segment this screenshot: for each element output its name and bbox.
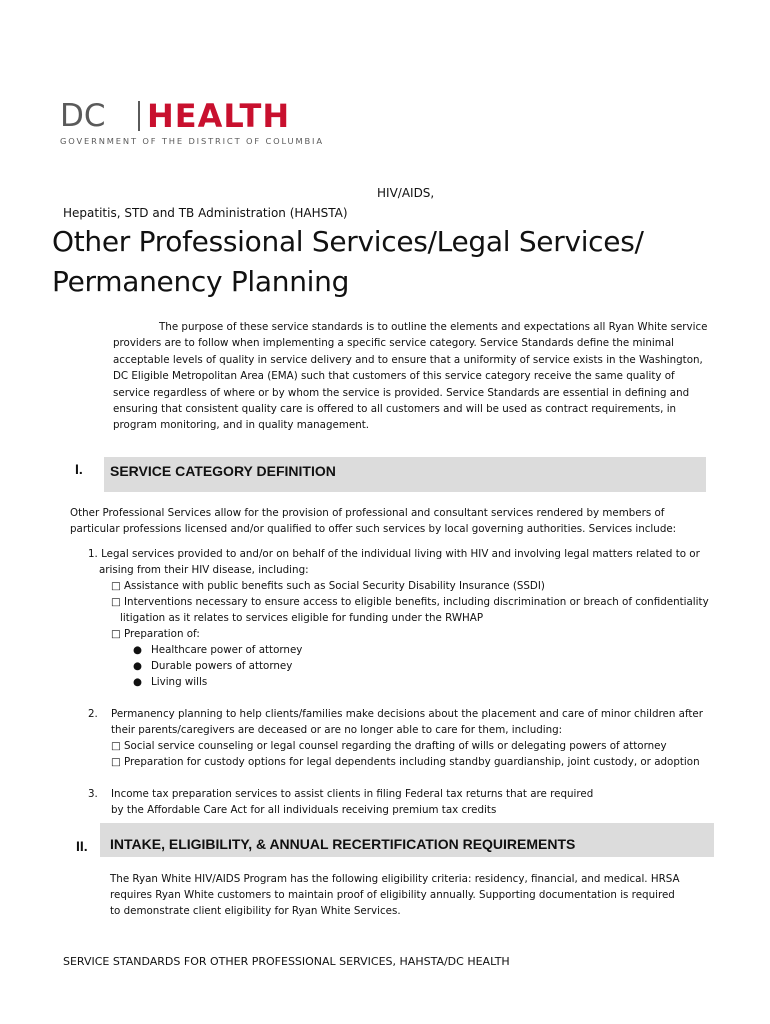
section-2-title: INTAKE, ELIGIBILITY, & ANNUAL RECERTIFICATION REQUIREMENTS [110,836,576,852]
section-2-line3: to demonstrate client eligibility for Ryan White Services. [110,905,401,917]
logo-health-text: HEALTH [147,97,291,135]
legal-services-item-line1: 1. Legal services provided to and/or on behalf of the individual living with HIV and involving legal matters related to or [88,548,700,560]
bullet-icon: ● [133,676,142,688]
permanency-item-line2: their parents/caregivers are deceased or are no longer able to care for them, including: [111,724,563,736]
legal-sub-item-public-benefits: □ Assistance with public benefits such as Social Security Disability Insurance (SSDI) [111,580,545,592]
section-1-number: I. [75,461,83,477]
permanency-sub-item-counseling: □ Social service counseling or legal counsel regarding the drafting of wills or delegating powers of attorney [111,740,667,752]
legal-sub-item-interventions-line1: □ Interventions necessary to ensure access to eligible benefits, including discrimination or breach of confidentiality [111,596,709,608]
bullet-text: Healthcare power of attorney [151,644,303,656]
section-1-title: SERVICE CATEGORY DEFINITION [110,463,336,479]
tax-item-line2: by the Affordable Care Act for all individuals receiving premium tax credits [111,804,497,816]
logo-divider [138,101,140,131]
permanency-sub-item-custody: □ Preparation for custody options for legal dependents including standby guardianship, joint custody, or adoption [111,756,700,768]
section-2-line2: requires Ryan White customers to maintain proof of eligibility annually. Supporting documentation is required [110,889,675,901]
bullet-text: Durable powers of attorney [151,660,293,672]
header-administration: Hepatitis, STD and TB Administration (HAHSTA) [63,206,348,220]
bullet-icon: ● [133,660,142,672]
purpose-paragraph: The purpose of these service standards is to outline the elements and expectations all Ryan White service providers are to follow when implementing a specific service category. Service Standards define the minimal acceptable levels of quality in service delivery and to ensure that a uniformity of service exists in the Washington, DC Eligible Metropolitan Area (EMA) such that customers of this service category receive the same quality of service regardless of where or by whom the service is provided. Service Standards are essential in defining and ensuring that consistent quality care is offered to all customers and will be used as contract requirements, in program monitoring, and in quality management. [113,321,708,432]
bullet-item [133,676,207,688]
section-2-number: II. [76,838,88,854]
legal-sub-item-preparation: □ Preparation of: [111,628,200,640]
tax-item-line1: Income tax preparation services to assist clients in filing Federal tax returns that are required [111,788,594,800]
permanency-item-number: 2. [88,708,98,720]
section-1-intro-line2: particular professions licensed and/or qualified to offer such services by local governing authorities. Services include: [70,523,677,535]
section-1-intro-line1: Other Professional Services allow for the provision of professional and consultant services rendered by members of [70,507,665,519]
logo-dc-text: DC [60,98,106,134]
legal-sub-item-interventions-line2: litigation as it relates to services eligible for funding under the RWHAP [120,612,484,624]
permanency-item-line1: Permanency planning to help clients/families make decisions about the placement and care of minor children after [111,708,703,720]
legal-services-item-line2: arising from their HIV disease, including: [99,564,309,576]
bullet-item [133,660,292,672]
section-2-line1: The Ryan White HIV/AIDS Program has the following eligibility criteria: residency, financial, and medical. HRSA [110,873,680,885]
header-hiv-aids: HIV/AIDS, [377,186,435,200]
page-footer: SERVICE STANDARDS FOR OTHER PROFESSIONAL SERVICES, HAHSTA/DC HEALTH [63,955,510,968]
page-title: Other Professional Services/Legal Services/ Permanency Planning [52,225,644,298]
dc-health-logo [60,97,350,146]
bullet-text: Living wills [151,676,208,688]
tax-item-number: 3. [88,788,98,800]
logo-government-text: GOVERNMENT OF THE DISTRICT OF COLUMBIA [60,136,324,146]
bullet-icon: ● [133,644,142,656]
bullet-item [133,644,302,656]
